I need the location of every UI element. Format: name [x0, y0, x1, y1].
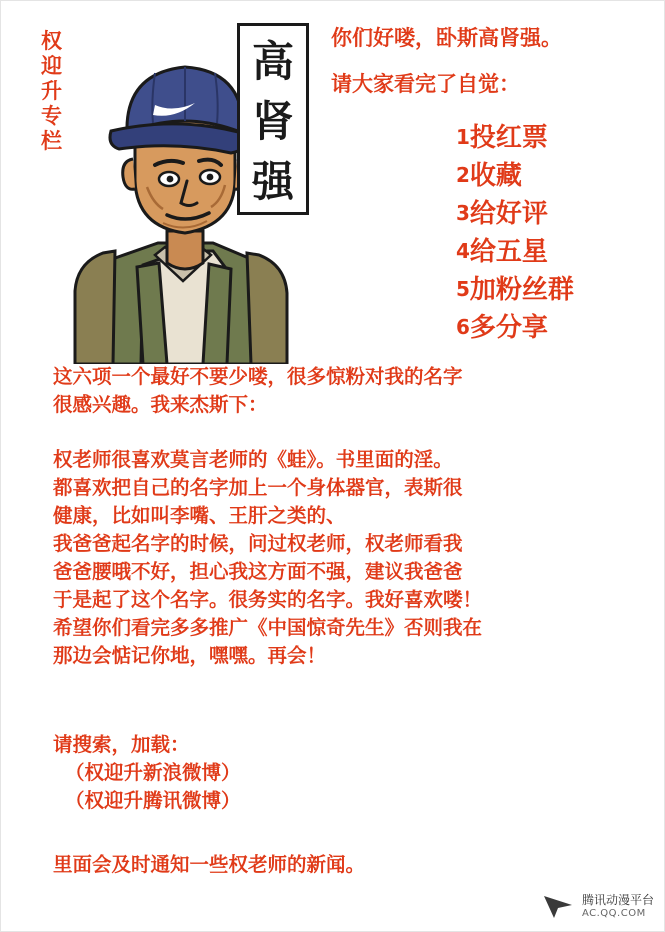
watermark-text	[582, 894, 654, 920]
list-item	[456, 195, 661, 233]
paragraph-one	[53, 363, 653, 419]
paragraph-two-line: 都喜欢把自己的名字加上一个身体器官，表斯很	[53, 476, 463, 499]
list-item-label: 投红票	[469, 123, 548, 153]
tencent-comic-logo-icon	[542, 893, 576, 921]
numbered-request-list	[456, 119, 661, 347]
list-item-number: 5	[456, 277, 470, 301]
list-item	[456, 119, 661, 157]
list-item-label: 多分享	[469, 313, 548, 343]
list-item-number: 2	[456, 163, 470, 187]
list-item	[456, 157, 661, 195]
social-accounts-heading: 请搜索，加载：	[53, 733, 190, 756]
paragraph-two-line: 我爸爸起名字的时候，问过权老师，权老师看我	[53, 532, 463, 555]
column-title-char-3: 升	[41, 79, 63, 103]
social-account-weibo: （权迎升新浪微博）	[65, 761, 241, 784]
list-item-number: 1	[456, 125, 470, 149]
paragraph-two-line: 权老师很喜欢莫言老师的《蛙》。书里面的淫。	[53, 448, 453, 471]
headline-block	[331, 23, 656, 99]
column-title-char-1: 权	[41, 29, 63, 53]
paragraph-two	[53, 446, 653, 670]
list-item-label: 给好评	[469, 199, 548, 229]
nameplate-char-3: 强	[251, 157, 294, 206]
paragraph-two-line: 希望你们看完多多推广《中国惊奇先生》否则我在	[53, 616, 483, 639]
social-account-tencent-weibo: （权迎升腾讯微博）	[65, 789, 241, 812]
list-item-number: 6	[456, 315, 470, 339]
headline-line-2: 请大家看完了自觉：	[331, 72, 520, 96]
paragraph-one-line: 很感兴趣。我来杰斯下：	[53, 393, 268, 416]
list-item-number: 4	[456, 239, 470, 263]
list-item-number: 3	[456, 201, 470, 225]
list-item	[456, 233, 661, 271]
watermark-line-1: 腾讯动漫平台	[581, 893, 654, 907]
nameplate-char-1: 高	[251, 37, 294, 86]
paragraph-four: 里面会及时通知一些权老师的新闻。	[53, 853, 366, 876]
column-title-char-4: 专	[41, 104, 63, 128]
list-item-label: 收藏	[469, 161, 522, 191]
list-item	[456, 309, 661, 347]
headline-line-1: 你们好喽，卧斯高肾强。	[331, 26, 562, 50]
list-item	[456, 271, 661, 309]
watermark-line-2: AC.QQ.COM	[581, 908, 646, 919]
column-title-char-2: 迎	[41, 54, 63, 78]
paragraph-one-line: 这六项一个最好不要少喽，很多惊粉对我的名字	[53, 365, 463, 388]
list-item-label: 给五星	[469, 237, 548, 267]
list-item-label: 加粉丝群	[469, 275, 574, 305]
paragraph-two-line: 于是起了这个名字。很务实的名字。我好喜欢喽！	[53, 588, 483, 611]
social-accounts-block	[53, 731, 653, 815]
paragraph-two-line: 健康，比如叫李嘴、王肝之类的、	[53, 504, 346, 527]
paragraph-two-line: 那边会惦记你地，嘿嘿。再会！	[53, 644, 327, 667]
nameplate-char-2: 肾	[251, 97, 294, 146]
column-title-char-5: 栏	[41, 129, 63, 153]
character-nameplate	[237, 23, 309, 215]
paragraph-two-line: 爸爸腰哦不好，担心我这方面不强，建议我爸爸	[53, 560, 463, 583]
watermark	[542, 893, 654, 921]
